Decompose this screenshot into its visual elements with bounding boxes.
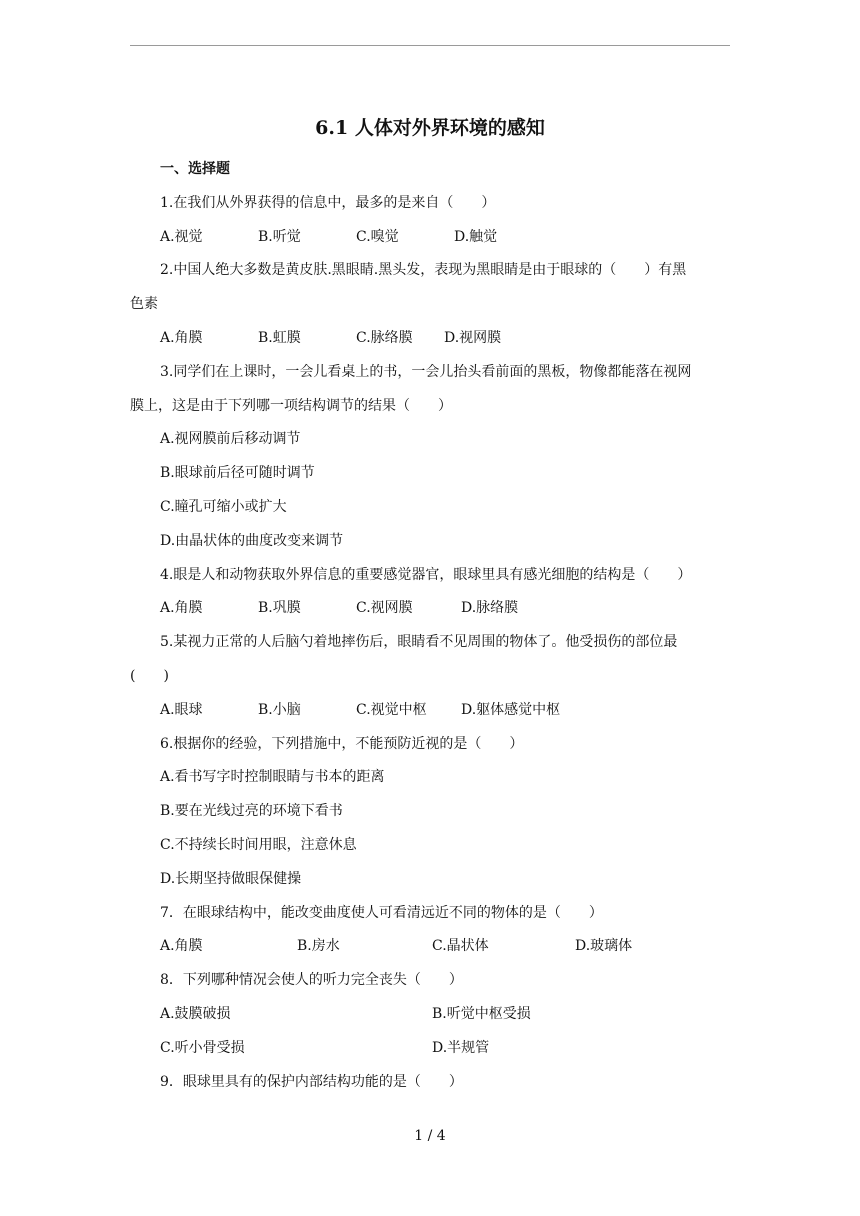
question-5-stem-cont: ( ) (130, 667, 169, 684)
option-c: C.嗅觉 (356, 228, 399, 245)
option-a: A.角膜 (160, 938, 203, 955)
option-d: D.触觉 (454, 228, 498, 245)
question-8-stem: 8．下列哪种情况会使人的听力完全丧失（ ） (160, 972, 463, 989)
option-a: A.视网膜前后移动调节 (160, 431, 301, 448)
option-c: C.视网膜 (356, 600, 413, 617)
option-c: C.视觉中枢 (356, 701, 427, 718)
question-4-options (130, 592, 730, 626)
option-c: C.听小骨受损 (160, 1039, 245, 1056)
page-number: 1 / 4 (414, 1128, 446, 1144)
question-8-options-row-2 (130, 1032, 730, 1066)
option-b: B.眼球前后径可随时调节 (160, 465, 315, 482)
option-b: B.虹膜 (258, 329, 301, 346)
option-c: C.不持续长时间用眼，注意休息 (160, 836, 357, 853)
question-5-options (130, 694, 730, 728)
option-d: D.脉络膜 (461, 600, 519, 617)
option-d: D.躯体感觉中枢 (461, 701, 561, 718)
page-title: 6.1 人体对外界环境的感知 (315, 117, 545, 139)
question-list (130, 153, 730, 1099)
option-a: A.看书写字时控制眼睛与书本的距离 (160, 769, 385, 786)
option-c: C.晶状体 (432, 938, 489, 955)
question-7-stem: 7．在眼球结构中，能改变曲度使人可看清远近不同的物体的是（ ） (160, 904, 603, 921)
header-rule (130, 45, 730, 46)
question-6-stem: 6.根据你的经验，下列措施中，不能预防近视的是（ ） (160, 735, 524, 752)
question-8-options-row-1 (130, 998, 730, 1032)
question-2-options (130, 322, 730, 356)
option-a: A.角膜 (160, 329, 203, 346)
option-d: D.半规管 (432, 1039, 490, 1056)
option-a: A.角膜 (160, 600, 203, 617)
question-2-stem-cont: 色素 (130, 296, 158, 313)
option-b: B.要在光线过亮的环境下看书 (160, 803, 343, 820)
option-b: B.小脑 (258, 701, 301, 718)
option-b: B.听觉中枢受损 (432, 1005, 531, 1022)
option-b: B.巩膜 (258, 600, 301, 617)
question-3-stem: 3.同学们在上课时，一会儿看桌上的书，一会儿抬头看前面的黑板，物像都能落在视网 (160, 363, 692, 380)
question-3-stem-cont: 膜上，这是由于下列哪一项结构调节的结果（ ） (130, 397, 452, 414)
option-d: D.视网膜 (444, 329, 502, 346)
option-a: A.眼球 (160, 701, 203, 718)
question-4-stem: 4.眼是人和动物获取外界信息的重要感觉器官，眼球里具有感光细胞的结构是（ ） (160, 566, 692, 583)
option-d: D.玻璃体 (575, 938, 633, 955)
option-a: A.视觉 (160, 228, 203, 245)
option-c: C.脉络膜 (356, 329, 413, 346)
question-2-stem: 2.中国人绝大多数是黄皮肤.黑眼睛.黑头发，表现为黑眼睛是由于眼球的（ ）有黑 (160, 262, 687, 279)
question-5-stem: 5.某视力正常的人后脑勺着地摔伤后，眼睛看不见周围的物体了。他受损伤的部位最 (160, 634, 678, 651)
question-1-stem: 1.在我们从外界获得的信息中，最多的是来自（ ） (160, 194, 496, 211)
section-heading: 一、选择题 (160, 161, 230, 177)
option-b: B.听觉 (258, 228, 301, 245)
option-d: D.由晶状体的曲度改变来调节 (160, 532, 344, 549)
question-7-options (130, 930, 730, 964)
option-a: A.鼓膜破损 (160, 1005, 231, 1022)
question-9-stem: 9．眼球里具有的保护内部结构功能的是（ ） (160, 1073, 463, 1090)
question-1-options (130, 221, 730, 255)
option-c: C.瞳孔可缩小或扩大 (160, 498, 287, 515)
option-b: B.房水 (297, 938, 340, 955)
option-d: D.长期坚持做眼保健操 (160, 870, 302, 887)
